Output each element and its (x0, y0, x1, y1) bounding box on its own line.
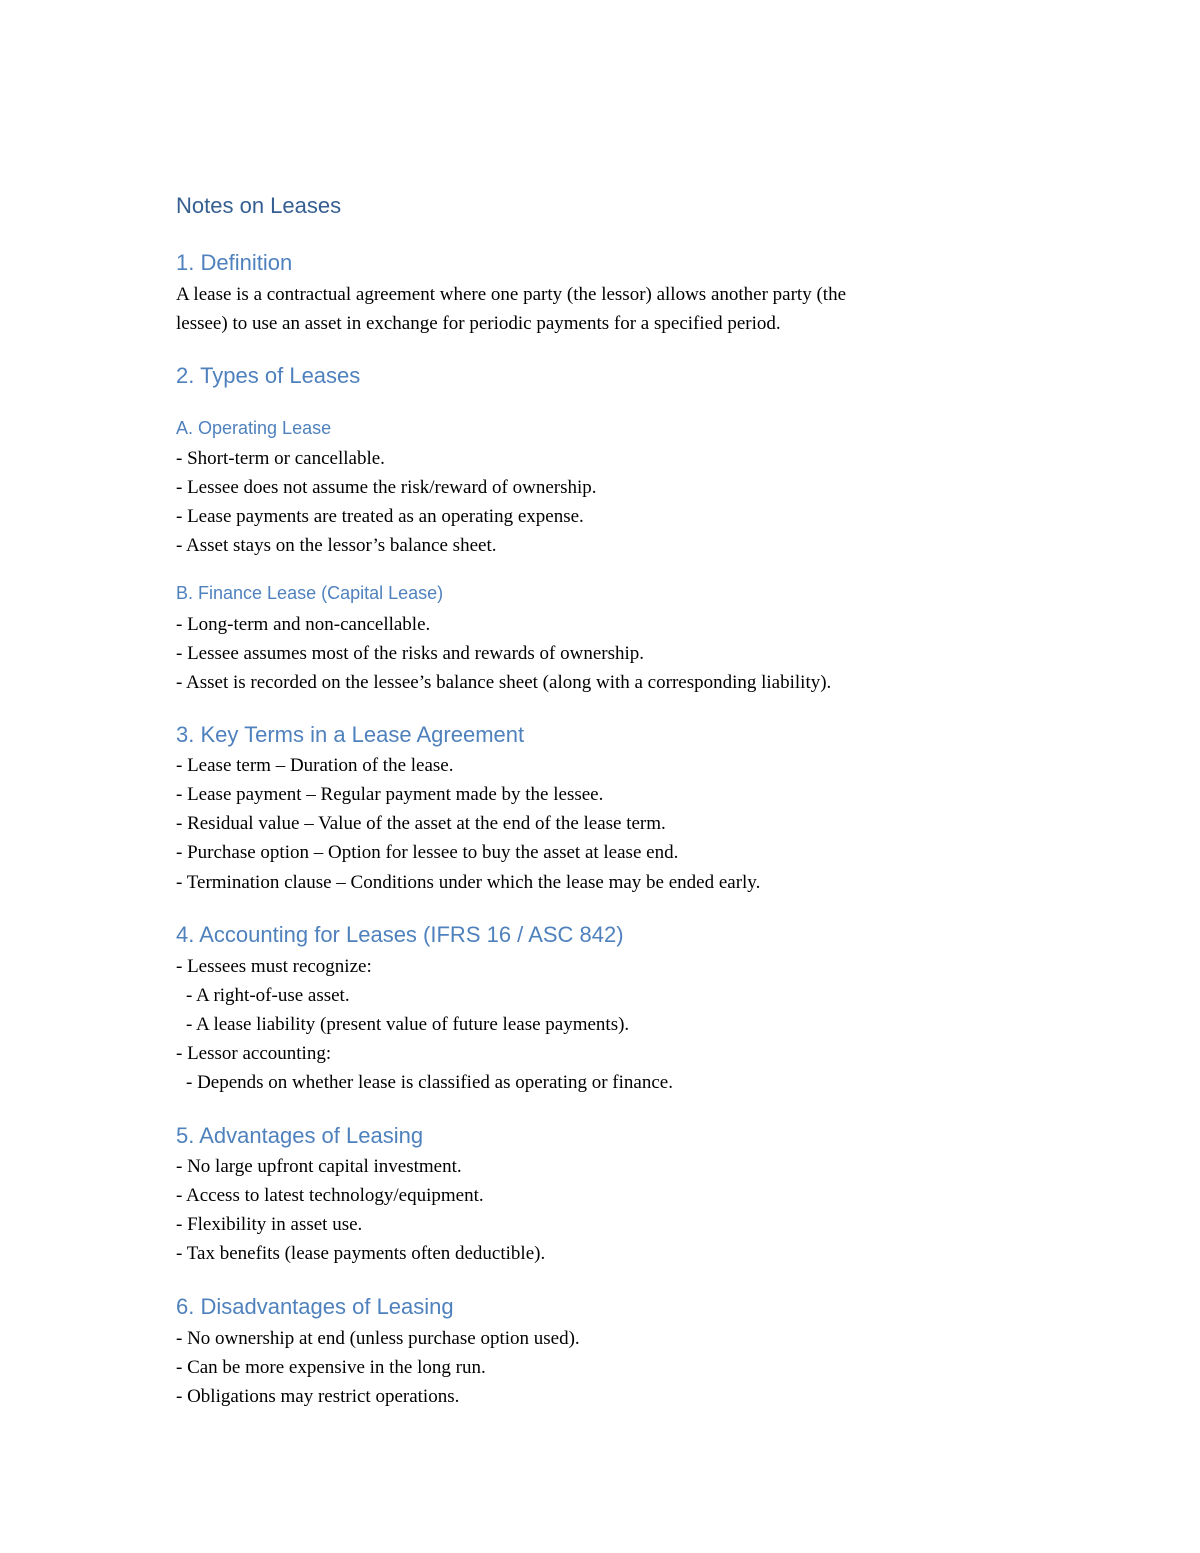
list-item: - Short-term or cancellable. (176, 448, 385, 469)
list-item: - Lease payment – Regular payment made by the lessee. (176, 784, 604, 805)
list-item: - Purchase option – Option for lessee to buy the asset at lease end. (176, 842, 679, 863)
list-item-indented: - A lease liability (present value of future lease payments). (186, 1014, 630, 1035)
list-item: - Asset is recorded on the lessee’s balance sheet (along with a corresponding liability). (176, 672, 832, 693)
list-item: - Asset stays on the lessor’s balance sheet. (176, 535, 497, 556)
subsection-heading-operating: A. Operating Lease (176, 418, 332, 438)
paragraph-line: lessee) to use an asset in exchange for periodic payments for a specified period. (176, 313, 781, 334)
list-item-indented: - Depends on whether lease is classified as operating or finance. (186, 1072, 673, 1093)
list-item: - Lessor accounting: (176, 1043, 332, 1064)
section-heading-definition: 1. Definition (176, 250, 293, 275)
list-item: - Lessees must recognize: (176, 956, 372, 977)
list-item: - Obligations may restrict operations. (176, 1386, 460, 1407)
list-item: - No ownership at end (unless purchase option used). (176, 1328, 580, 1349)
list-item: - Access to latest technology/equipment. (176, 1185, 484, 1206)
list-item-indented: - A right-of-use asset. (186, 985, 350, 1006)
list-item: - Lease payments are treated as an operating expense. (176, 506, 584, 527)
list-item: - Long-term and non-cancellable. (176, 614, 431, 635)
list-item: - Lessee assumes most of the risks and rewards of ownership. (176, 643, 645, 664)
list-item: - Termination clause – Conditions under which the lease may be ended early. (176, 872, 761, 893)
section-heading-disadvantages: 6. Disadvantages of Leasing (176, 1294, 454, 1319)
list-item: - Residual value – Value of the asset at the end of the lease term. (176, 813, 666, 834)
section-heading-types: 2. Types of Leases (176, 363, 361, 388)
list-item: - Tax benefits (lease payments often deductible). (176, 1243, 546, 1264)
list-item: - Flexibility in asset use. (176, 1214, 363, 1235)
list-item: - Lease term – Duration of the lease. (176, 755, 454, 776)
list-item: - Lessee does not assume the risk/reward of ownership. (176, 477, 597, 498)
section-heading-accounting: 4. Accounting for Leases (IFRS 16 / ASC 842) (176, 922, 624, 947)
section-heading-advantages: 5. Advantages of Leasing (176, 1123, 424, 1148)
paragraph-line: A lease is a contractual agreement where one party (the lessor) allows another party (the (176, 284, 847, 305)
section-heading-key-terms: 3. Key Terms in a Lease Agreement (176, 722, 525, 747)
list-item: - Can be more expensive in the long run. (176, 1357, 486, 1378)
document-title: Notes on Leases (176, 193, 342, 218)
list-item: - No large upfront capital investment. (176, 1156, 462, 1177)
subsection-heading-finance: B. Finance Lease (Capital Lease) (176, 583, 444, 603)
